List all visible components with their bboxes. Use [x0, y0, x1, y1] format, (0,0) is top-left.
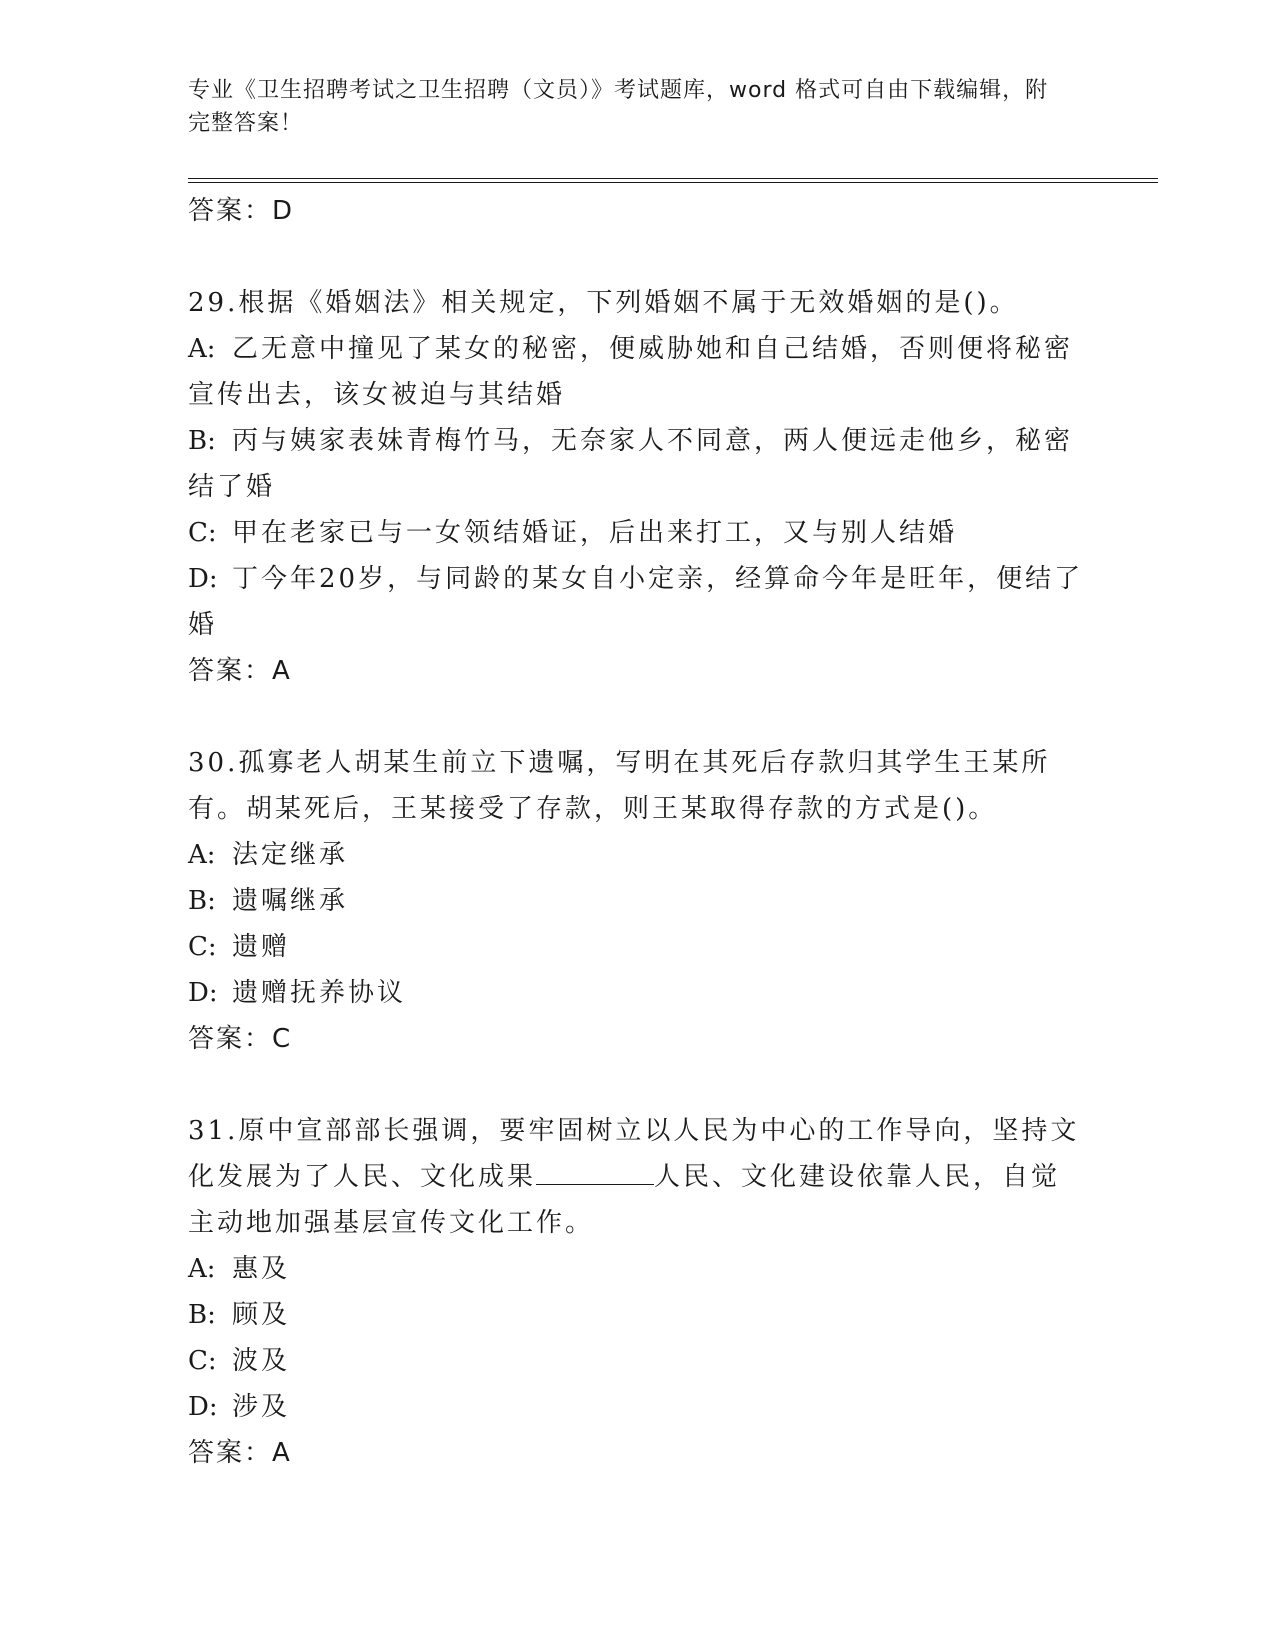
- document-body: [188, 188, 1088, 1476]
- option-key: C:: [188, 932, 217, 962]
- question-31: [188, 1108, 1088, 1476]
- question-30: [188, 740, 1088, 1062]
- option-text: 甲在老家已与一女领结婚证，后出来打工，又与别人结婚: [232, 518, 958, 548]
- option-c: [188, 924, 1088, 970]
- option-text: 遗赠抚养协议: [232, 978, 407, 1008]
- previous-answer: 答案：D: [188, 196, 295, 226]
- document-header: 专业《卫生招聘考试之卫生招聘（文员）》考试题库，word 格式可自由下载编辑，附完整答案！: [188, 78, 1049, 136]
- option-text: 丁今年20岁，与同龄的某女自小定亲，经算命今年是旺年，便结了婚: [188, 564, 1084, 640]
- question-stem: [188, 1108, 1088, 1246]
- option-text: 顾及: [232, 1300, 291, 1330]
- header-divider-bottom: [188, 182, 1158, 183]
- option-text: 波及: [232, 1346, 291, 1376]
- option-key: B:: [188, 886, 216, 916]
- option-key: B:: [188, 426, 216, 456]
- option-a: [188, 1246, 1088, 1292]
- option-key: A:: [188, 334, 216, 364]
- option-b: [188, 878, 1088, 924]
- option-key: B:: [188, 1300, 216, 1330]
- option-key: D:: [188, 564, 218, 594]
- option-c: [188, 510, 1088, 556]
- header-divider-top: [188, 178, 1158, 179]
- question-29: [188, 280, 1088, 694]
- option-text: 涉及: [232, 1392, 291, 1422]
- option-a: [188, 326, 1088, 418]
- option-text: 法定继承: [232, 840, 349, 870]
- option-d: [188, 556, 1088, 648]
- question-answer: 答案：A: [188, 656, 292, 686]
- option-c: [188, 1338, 1088, 1384]
- option-b: [188, 1292, 1088, 1338]
- fill-in-blank: [536, 1154, 654, 1185]
- stem-text-before-blank: 31.原中宣部部长强调，要牢固树立以人民为中心的工作导向，坚持文化发展为了人民、文化成果: [188, 1116, 1080, 1192]
- option-key: D:: [188, 1392, 218, 1422]
- question-stem: 29.根据《婚姻法》相关规定，下列婚姻不属于无效婚姻的是()。: [188, 288, 1019, 318]
- option-d: [188, 1384, 1088, 1430]
- stem-text-after-blank: 人民、文化建设依靠人民，自觉主动地加强基层宣传文化工作。: [188, 1162, 1061, 1238]
- option-key: D:: [188, 978, 218, 1008]
- option-text: 乙无意中撞见了某女的秘密，便威胁她和自己结婚，否则便将秘密宣传出去，该女被迫与其结婚: [188, 334, 1074, 410]
- option-b: [188, 418, 1088, 510]
- option-key: A:: [188, 1254, 216, 1284]
- option-d: [188, 970, 1088, 1016]
- question-answer: 答案：A: [188, 1438, 292, 1468]
- question-answer: 答案：C: [188, 1024, 293, 1054]
- option-a: [188, 832, 1088, 878]
- option-text: 丙与姨家表妹青梅竹马，无奈家人不同意，两人便远走他乡，秘密结了婚: [188, 426, 1074, 502]
- option-text: 遗赠: [232, 932, 291, 962]
- option-text: 遗嘱继承: [232, 886, 349, 916]
- question-stem: 30.孤寡老人胡某生前立下遗嘱，写明在其死后存款归其学生王某所有。胡某死后，王某接受了存款，则王某取得存款的方式是()。: [188, 748, 1051, 824]
- option-key: C:: [188, 1346, 217, 1376]
- option-key: C:: [188, 518, 217, 548]
- option-key: A:: [188, 840, 216, 870]
- option-text: 惠及: [232, 1254, 291, 1284]
